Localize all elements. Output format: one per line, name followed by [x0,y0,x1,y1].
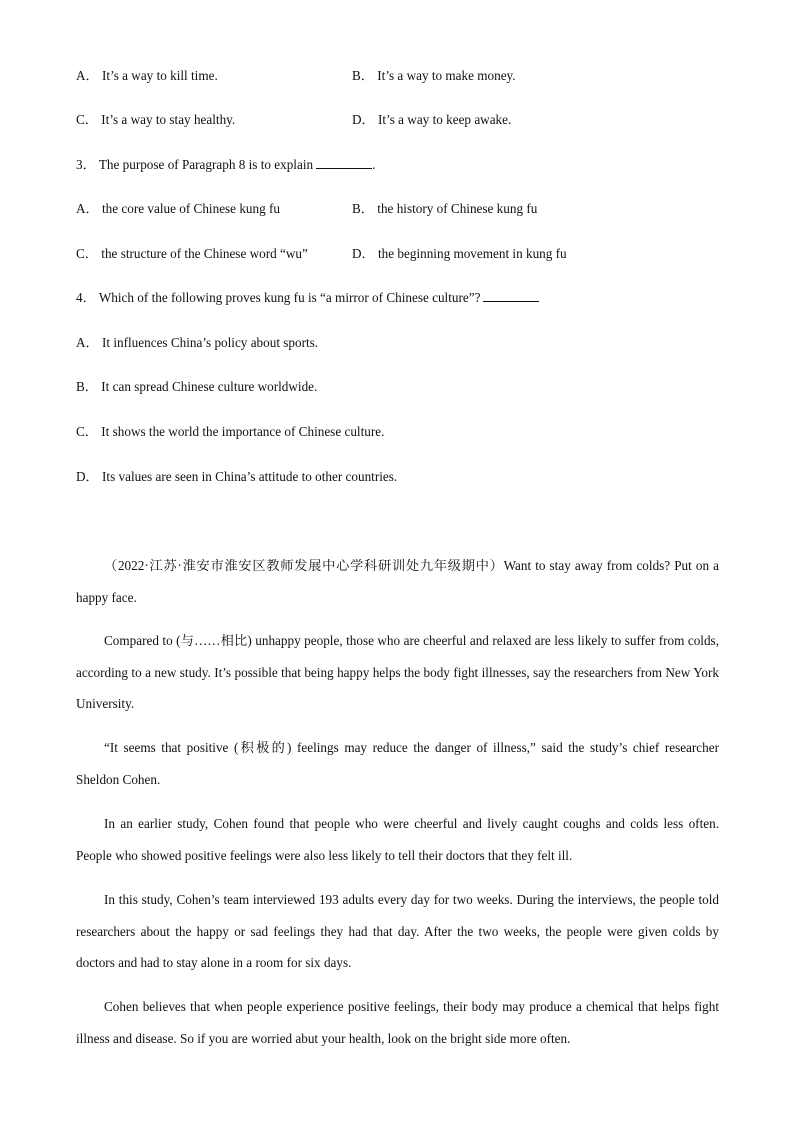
passage-paragraph-5: Cohen believes that when people experience positive feelings, their body may produce a chemical that helps fight illness and disease. So if you are worried abut your health, look on the bright side more often. [76,999,719,1046]
q3-options-row-2 [76,244,636,264]
q3-stem-end: . [372,157,376,172]
q4-option-d[interactable]: D． Its values are seen in China’s attitude to other countries. [76,469,398,484]
q3-options-row-1 [76,199,636,219]
q3-stem [76,155,375,175]
q2-option-c[interactable]: C． It’s a way to stay healthy. [76,112,236,127]
q2-option-b[interactable]: B． It’s a way to make money. [352,68,516,83]
q4-stem-text: 4． Which of the following proves kung fu is “a mirror of Chinese culture”? [76,290,481,305]
q3-option-a[interactable]: A． the core value of Chinese kung fu [76,201,280,216]
q3-option-c[interactable]: C． the structure of the Chinese word “wu” [76,246,308,261]
passage-intro: （2022·江苏·淮安市淮安区教师发展中心学科研训处九年级期中）Want to stay away from colds? Put on a happy face. [76,558,719,605]
passage-paragraph-2: “It seems that positive (积极的) feelings may reduce the danger of illness,” said the study’s chief researcher Sheldon Cohen. [76,740,719,787]
q3-option-d[interactable]: D． the beginning movement in kung fu [352,246,567,261]
passage-paragraph-3: In an earlier study, Cohen found that people who were cheerful and lively caught coughs and colds less often. People who showed positive feelings were also less likely to tell their doctors that they felt ill. [76,816,719,863]
q4-stem [76,288,539,308]
q2-options-row-1 [76,66,636,86]
q4-option-b[interactable]: B． It can spread Chinese culture worldwide. [76,379,318,394]
q4-answer-blank[interactable] [483,288,539,302]
q3-stem-text: 3． The purpose of Paragraph 8 is to explain [76,157,314,172]
q4-option-c[interactable]: C． It shows the world the importance of Chinese culture. [76,424,385,439]
q2-option-a[interactable]: A． It’s a way to kill time. [76,68,218,83]
q4-option-a[interactable]: A． It influences China’s policy about sports. [76,335,319,350]
q2-option-d[interactable]: D． It’s a way to keep awake. [352,112,512,127]
passage-paragraph-1: Compared to (与……相比) unhappy people, those who are cheerful and relaxed are less likely to suffer from colds, according to a new study. It’s possible that being happy helps the body fight illnesses, say the researchers from New York University. [76,633,719,711]
q2-options-row-2 [76,110,636,130]
q3-answer-blank[interactable] [316,155,372,169]
passage-paragraph-4: In this study, Cohen’s team interviewed 193 adults every day for two weeks. During the interviews, the people told researchers about the happy or sad feelings they had that day. After the two weeks, the people were given colds by doctors and had to stay alone in a room for six days. [76,892,719,970]
q3-option-b[interactable]: B． the history of Chinese kung fu [352,201,538,216]
